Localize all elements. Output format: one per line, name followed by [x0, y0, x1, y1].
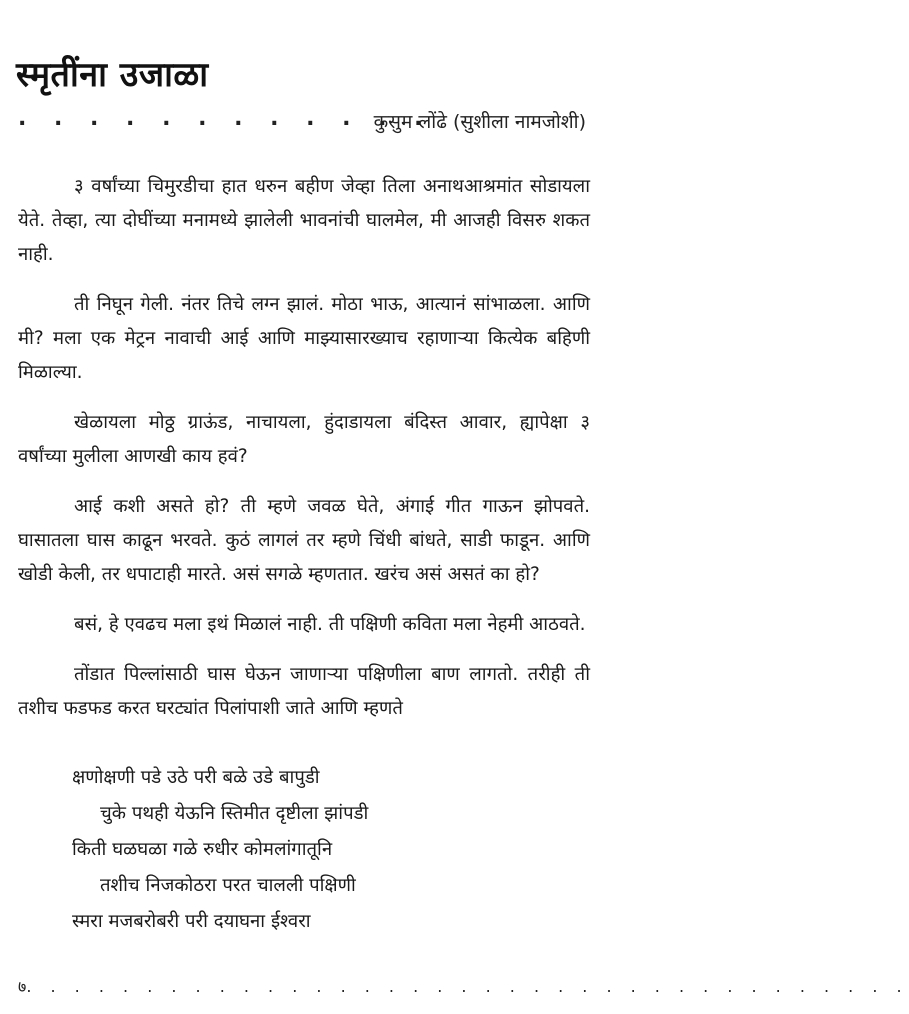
article-body [18, 170, 590, 742]
paragraph-2: ती निघून गेली. नंतर तिचे लग्न झालं. मोठा भाऊ, आत्यानं सांभाळला. आणि मी? मला एक मेट्रन नावाची आई आणि माझ्यासारख्याच रहाणाऱ्या कित्येक बहिणी मिळाल्या. [18, 294, 590, 383]
byline-dots: . . . . . . . . . . . . [18, 106, 433, 131]
poem-line-2: चुके पथही येऊनि स्तिमीत दृष्टीला झांपडी [100, 803, 369, 824]
paragraph-5: बसं, हे एवढच मला इथं मिळालं नाही. ती पक्षिणी कविता मला नेहमी आठवते. [74, 614, 586, 635]
poem-line-3: किती घळघळा गळे रुधीर कोमलांगातूनि [72, 839, 333, 860]
page-title: स्मृतींना उजाळा [16, 55, 209, 95]
poem-line-5: स्मरा मजबरोबरी परी दयाघना ईश्वरा [72, 911, 311, 932]
footer-dots: . . . . . . . . . . . . . . . . . . . . . . . . . . . . . . . . . . . . . [26, 977, 909, 996]
paragraph-1: ३ वर्षांच्या चिमुरडीचा हात धरुन बहीण जेव्हा तिला अनाथआश्रमांत सोडायला येते. तेव्हा, त्या दोघींच्या मनामध्ये झालेली भावनांची घालमेल, मी आजही विसरु शकत नाही. [18, 176, 590, 265]
byline [18, 106, 590, 138]
poem-line-1: क्षणोक्षणी पडे उठे परी बळे उडे बापुडी [72, 767, 320, 788]
paragraph-4: आई कशी असते हो? ती म्हणे जवळ घेते, अंगाई गीत गाऊन झोपवते. घासातला घास काढून भरवते. कुठं लागलं तर म्हणे चिंधी बांधते, साडी फाडून. आणि खोडी केली, तर धपाटाही मारते. असं सगळे म्हणतात. खरंच असं असतं का हो? [18, 496, 590, 585]
paragraph-3: खेळायला मोठ्ठ ग्राऊंड, नाचायला, हुंदाडायला बंदिस्त आवार, ह्यापेक्षा ३ वर्षांच्या मुलीला आणखी काय हवं? [18, 412, 590, 467]
poem-line-4: तशीच निजकोठरा परत चालली पक्षिणी [100, 875, 356, 896]
page-footer [18, 975, 909, 997]
page-number: ७ [18, 977, 27, 996]
paragraph-6: तोंडात पिल्लांसाठी घास घेऊन जाणाऱ्या पक्षिणीला बाण लागतो. तरीही ती तशीच फडफड करत घरट्यांत पिलांपाशी जाते आणि म्हणते [18, 664, 590, 719]
poem-stanza [72, 760, 572, 940]
author-name: कुसुम लोंढे (सुशीला नामजोशी) [373, 111, 586, 133]
